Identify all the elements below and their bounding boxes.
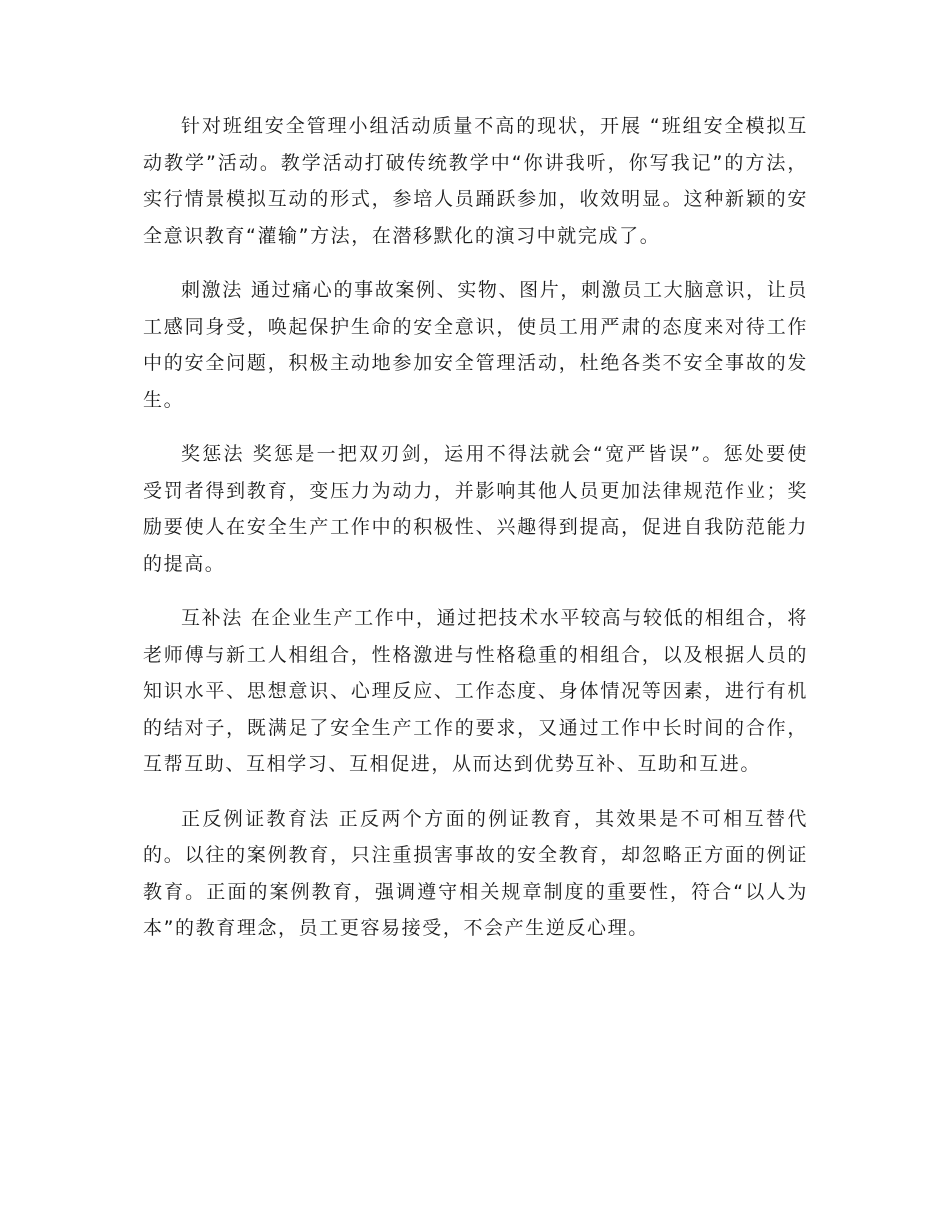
paragraph-reward-punishment-method	[143, 436, 808, 582]
method-term: 互补法	[181, 607, 243, 629]
paragraph-text: 正反两个方面的例证教育，其效果是不可相互替代的。以往的案例教育，只注重损害事故的安全教育，却忽略正方面的例证教育。正面的案例教育，强调遵守相关规章制度的重要性，符合“以人为本”的教育理念，员工更容易接受，不会产生逆反心理。	[143, 807, 809, 939]
method-term: 奖惩法	[181, 443, 245, 465]
paragraph-positive-negative-example-method	[143, 801, 808, 947]
method-term: 刺激法	[181, 279, 243, 301]
document-body	[143, 108, 808, 965]
method-term: 正反例证教育法	[181, 807, 331, 830]
paragraph-text: 通过痛心的事故案例、实物、图片，刺激员工大脑意识，让员工感同身受，唤起保护生命的安全意识，使员工用严肃的态度来对待工作中的安全问题，积极主动地参加安全管理活动，杜绝各类不安全事故的发生。	[143, 279, 808, 411]
paragraph-text: 针对班组安全管理小组活动质量不高的现状，开展 “班组安全模拟互动教学”活动。教学活动打破传统教学中“你讲我听，你写我记”的方法，实行情景模拟互动的形式，参培人员踊跃参加，收效明显。这种新颖的安全意识教育“灌输”方法，在潜移默化的演习中就完成了。	[143, 115, 808, 247]
paragraph-text: 奖惩是一把双刃剑，运用不得法就会“宽严皆误”。惩处要使受罚者得到教育，变压力为动力，并影响其他人员更加法律规范作业；奖励要使人在安全生产工作中的积极性、兴趣得到提高，促进自我防范能力的提高。	[143, 443, 808, 575]
paragraph-complementary-method	[143, 600, 808, 783]
paragraph-intro	[143, 108, 808, 254]
paragraph-text: 在企业生产工作中，通过把技术水平较高与较低的相组合，将老师傅与新工人相组合，性格激进与性格稳重的相组合，以及根据人员的知识水平、思想意识、心理反应、工作态度、身体情况等因素，进行有机的结对子，既满足了安全生产工作的要求，又通过工作中长时间的合作，互帮互助、互相学习、互相促进，从而达到优势互补、互助和互进。	[143, 607, 808, 775]
paragraph-stimulation-method	[143, 272, 808, 418]
